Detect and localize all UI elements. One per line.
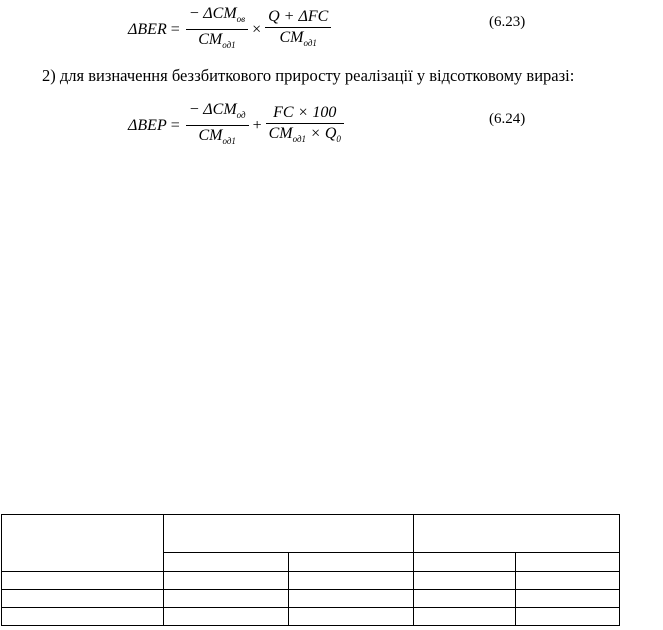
table-header-cell	[289, 553, 414, 572]
table-cell	[516, 590, 620, 608]
denominator: $CM_{од1}$	[198, 127, 236, 146]
table-row	[2, 608, 620, 626]
formula-lhs: ΔBER	[128, 20, 167, 38]
paragraph-text: 2) для визначення беззбиткового приросту реалізації у відсотковому виразі:	[42, 66, 575, 85]
table-cell	[164, 608, 289, 626]
numerator: FC × 100	[273, 103, 337, 121]
numerator: − $\Delta CM_{од}$	[188, 101, 246, 120]
table-cell	[289, 608, 414, 626]
table-cell	[164, 572, 289, 590]
table-cell	[414, 572, 516, 590]
table-header-cell	[164, 553, 289, 572]
numerator: Q + ΔFC	[268, 7, 329, 25]
denominator: $CM_{од1}$	[279, 28, 317, 48]
table-header-cell	[414, 515, 620, 553]
table-cell	[2, 608, 164, 626]
table-cell	[414, 590, 516, 608]
table-header-cell	[414, 553, 516, 572]
formula-6-24	[128, 100, 346, 151]
table-row	[2, 590, 620, 608]
table-cell	[414, 608, 516, 626]
plus-sign: +	[252, 116, 262, 134]
table-cell	[164, 590, 289, 608]
table-header-row	[2, 515, 620, 553]
table-cell	[516, 608, 620, 626]
denominator: $CM_{од1}$	[198, 31, 236, 50]
equation-number: (6.23)	[489, 14, 526, 30]
table-cell	[289, 590, 414, 608]
table-cell	[289, 572, 414, 590]
fraction	[186, 100, 249, 151]
equation-number: (6.24)	[489, 111, 526, 127]
table-header-cell	[2, 515, 164, 572]
equals-sign: =	[170, 116, 180, 134]
fraction	[265, 7, 331, 53]
table-header-cell	[516, 553, 620, 572]
data-table	[1, 514, 620, 626]
table-cell	[516, 572, 620, 590]
table-cell	[2, 572, 164, 590]
fraction	[186, 4, 248, 55]
equals-sign: =	[170, 20, 180, 38]
table-row	[2, 572, 620, 590]
table-header-cell	[164, 515, 414, 553]
multiply-sign: ×	[252, 20, 262, 38]
formula-6-23	[128, 4, 333, 55]
fraction	[266, 103, 344, 149]
table-cell	[2, 590, 164, 608]
numerator: − $\Delta CM_{ов}$	[188, 5, 246, 24]
denominator: $CM_{од1} \times Q_0$	[268, 124, 341, 144]
formula-lhs: ΔBEP	[128, 116, 167, 134]
